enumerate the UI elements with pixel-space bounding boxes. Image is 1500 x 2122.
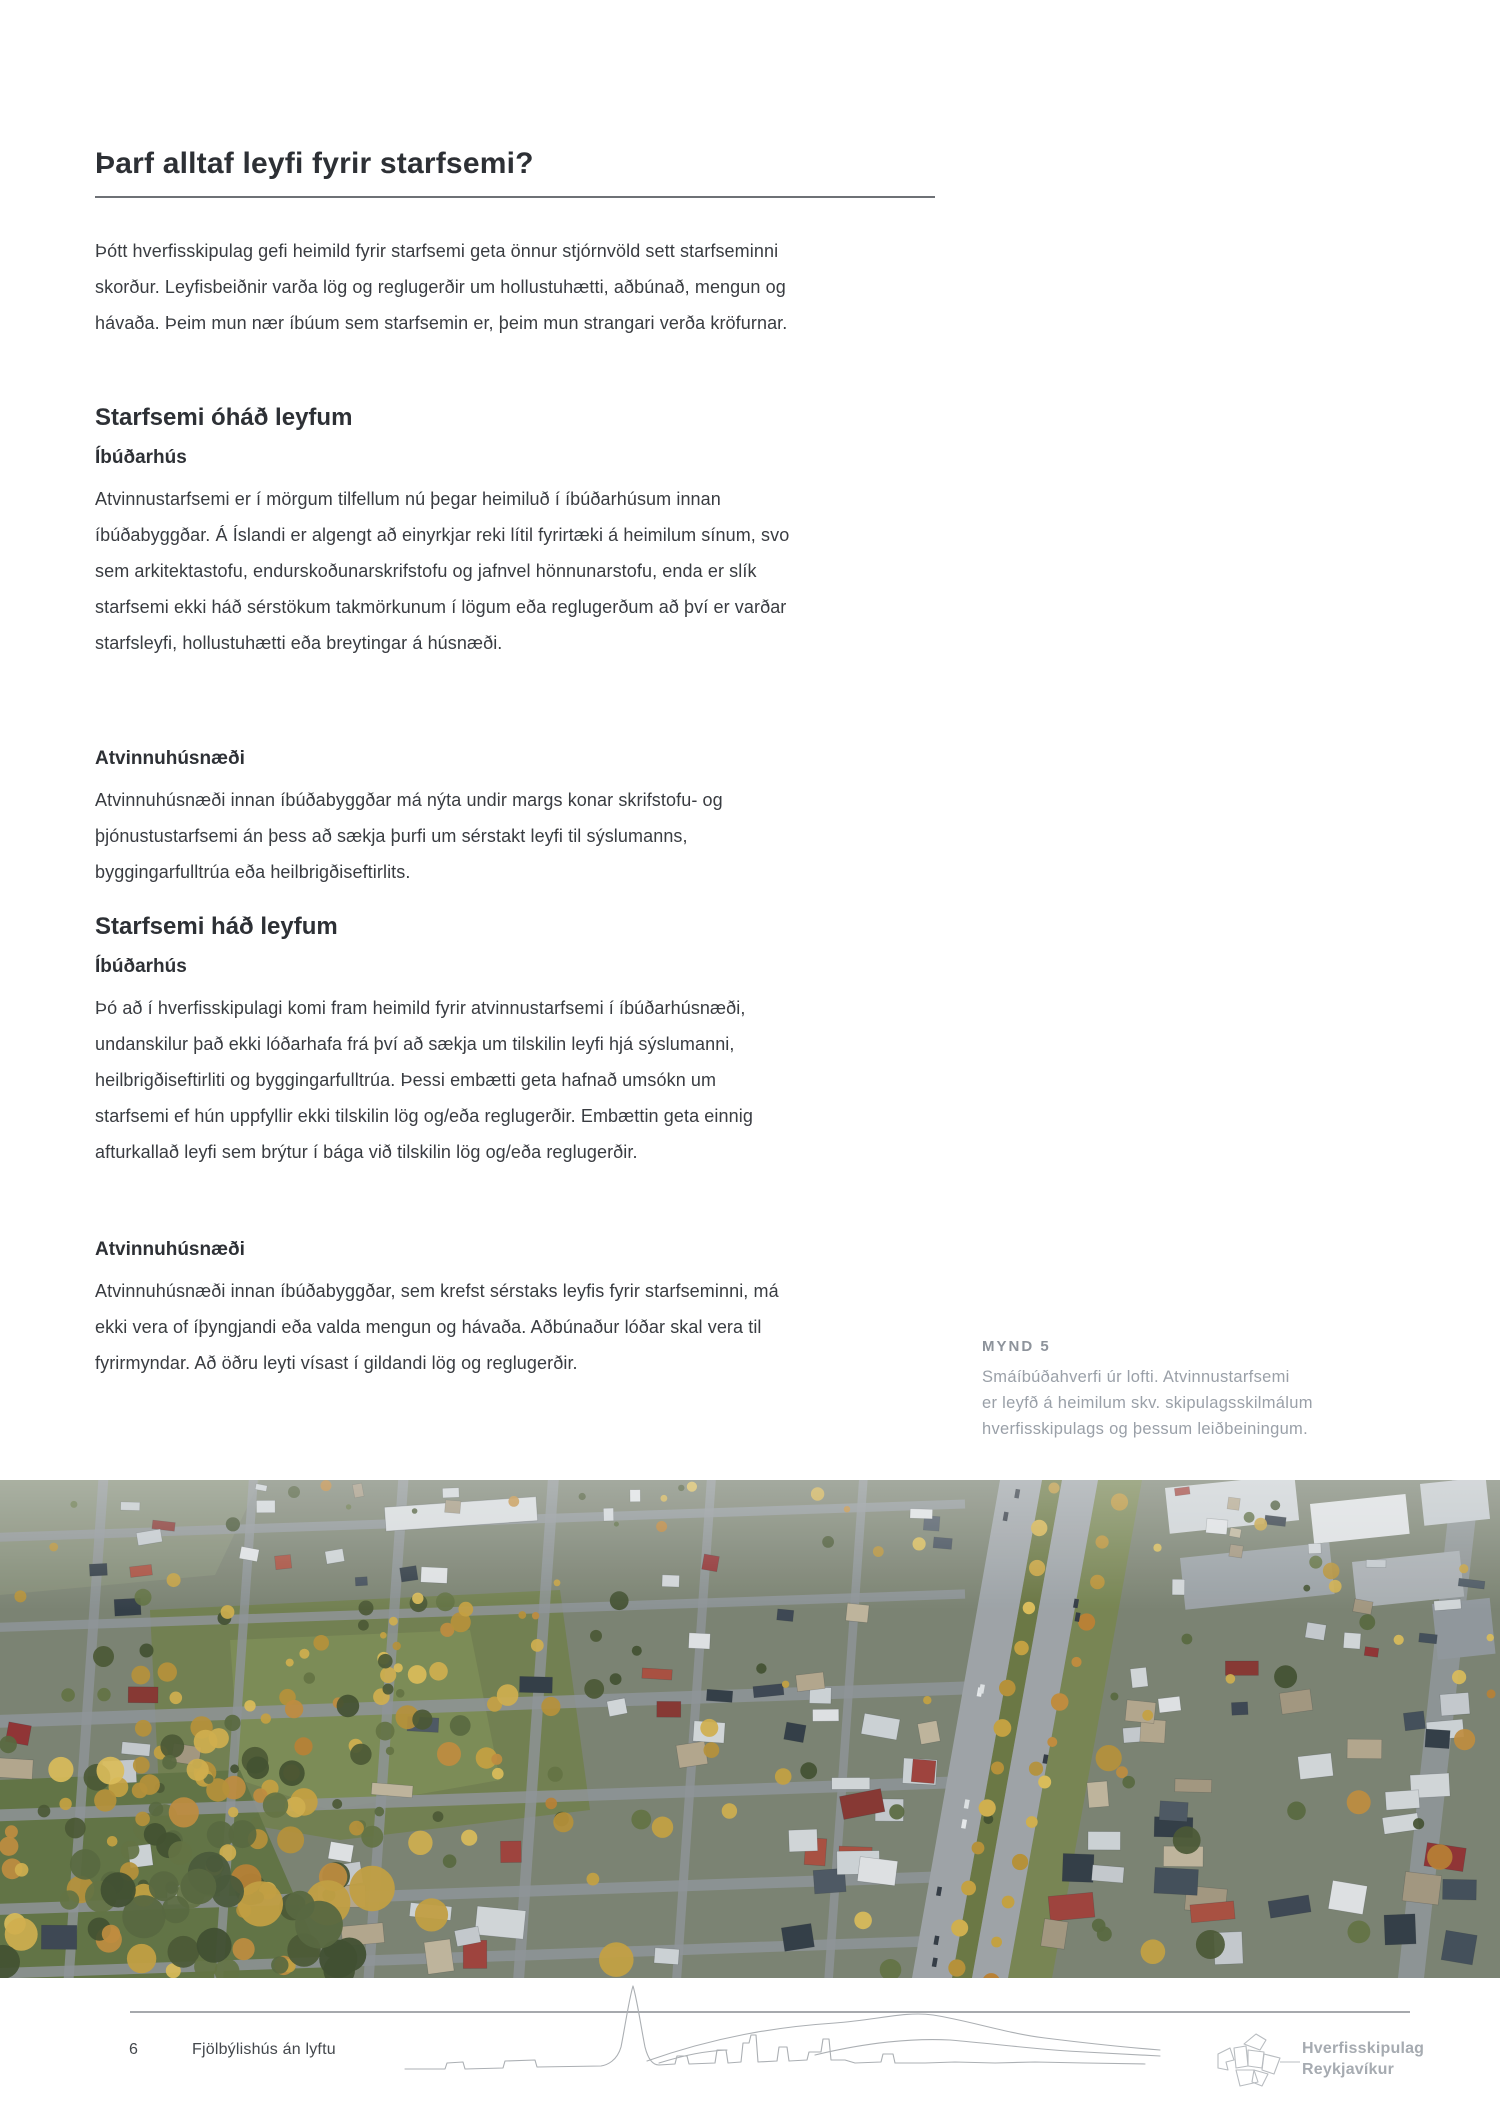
figure-caption-line-2: er leyfð á heimilum skv. skipulagsskilmálum: [982, 1394, 1313, 1412]
figure-caption-line-3: hverfisskipulags og þessum leiðbeiningum.: [982, 1420, 1308, 1438]
figure-caption-line-1: Smáíbúðahverfi úr lofti. Atvinnustarfsemi: [982, 1368, 1290, 1386]
skyline-illustration: [385, 1977, 1165, 2077]
paragraph-atvinnuhusnaedi-1: Atvinnuhúsnæði innan íbúðabyggðar má nýta undir margs konar skrifstofu- og þjónustustarfsemi án þess að sækja þurfi um sérstakt leyfi til sýslumanns, byggingarfulltrúa eða heilbrigðiseftirlits.: [95, 790, 723, 882]
page-number: 6: [129, 2041, 138, 2058]
figure-label: MYND 5: [982, 1338, 1051, 1355]
page-title: Þarf alltaf leyfi fyrir starfsemi?: [95, 147, 534, 180]
aerial-photo: [0, 1480, 1500, 1978]
logo-text-line-2: Reykjavíkur: [1302, 2061, 1395, 2078]
subheading-ibudarhus-1: Íbúðarhús: [95, 447, 187, 468]
subheading-atvinnuhusnaedi-2: Atvinnuhúsnæði: [95, 1239, 245, 1260]
section-heading-1: Starfsemi óháð leyfum: [95, 404, 353, 431]
paragraph-ibudarhus-1: Atvinnustarfsemi er í mörgum tilfellum nú þegar heimiluð í íbúðarhúsum innan íbúðabyggðar. Á Íslandi er algengt að einyrkjar reki lítil fyrirtæki á heimilum sínum, svo sem arkitektastofu, endurskoðunarskrifstofu og jafnvel hönnunarstofu, enda er slík starfsemi ekki háð sérstökum takmörkunum í lögum eða reglugerðum að því er varðar starfsleyfi, hollustuhætti eða breytingar á húsnæði.: [95, 489, 790, 653]
title-divider: [95, 196, 935, 198]
figure-caption: [982, 1338, 1362, 1442]
logo-icon: [1210, 2028, 1302, 2088]
logo-text-line-1: Hverfisskipulag: [1302, 2040, 1425, 2057]
subheading-atvinnuhusnaedi-1: Atvinnuhúsnæði: [95, 748, 245, 769]
subheading-ibudarhus-2: Íbúðarhús: [95, 956, 187, 977]
paragraph-atvinnuhusnaedi-2: Atvinnuhúsnæði innan íbúðabyggðar, sem krefst sérstaks leyfis fyrir starfseminni, má ekki vera of íþyngjandi eða valda mengun og hávaða. Aðbúnaður lóðar skal vera til fyrirmyndar. Að öðru leyti vísast í gildandi lög og reglugerðir.: [95, 1281, 779, 1373]
paragraph-ibudarhus-2: Þó að í hverfisskipulagi komi fram heimild fyrir atvinnustarfsemi í íbúðarhúsnæði, undanskilur það ekki lóðarhafa frá því að sækja um tilskilin leyfi hjá sýslumanni, heilbrigðiseftirliti og byggingarfulltrúa. Þessi embætti geta hafnað umsókn um starfsemi ef hún uppfyllir ekki tilskilin lög og/eða reglugerðir. Embættin geta einnig afturkallað leyfi sem brýtur í bága við tilskilin lög og/eða reglugerðir.: [95, 998, 753, 1162]
footer-chapter-title: Fjölbýlishús án lyftu: [192, 2041, 336, 2058]
section-heading-2: Starfsemi háð leyfum: [95, 913, 338, 940]
intro-paragraph: Þótt hverfisskipulag gefi heimild fyrir starfsemi geta önnur stjórnvöld sett starfseminni skorður. Leyfisbeiðnir varða lög og reglugerðir um hollustuhætti, aðbúnað, mengun og hávaða. Þeim mun nær íbúum sem starfsemin er, þeim mun strangari verða kröfurnar.: [95, 241, 788, 333]
